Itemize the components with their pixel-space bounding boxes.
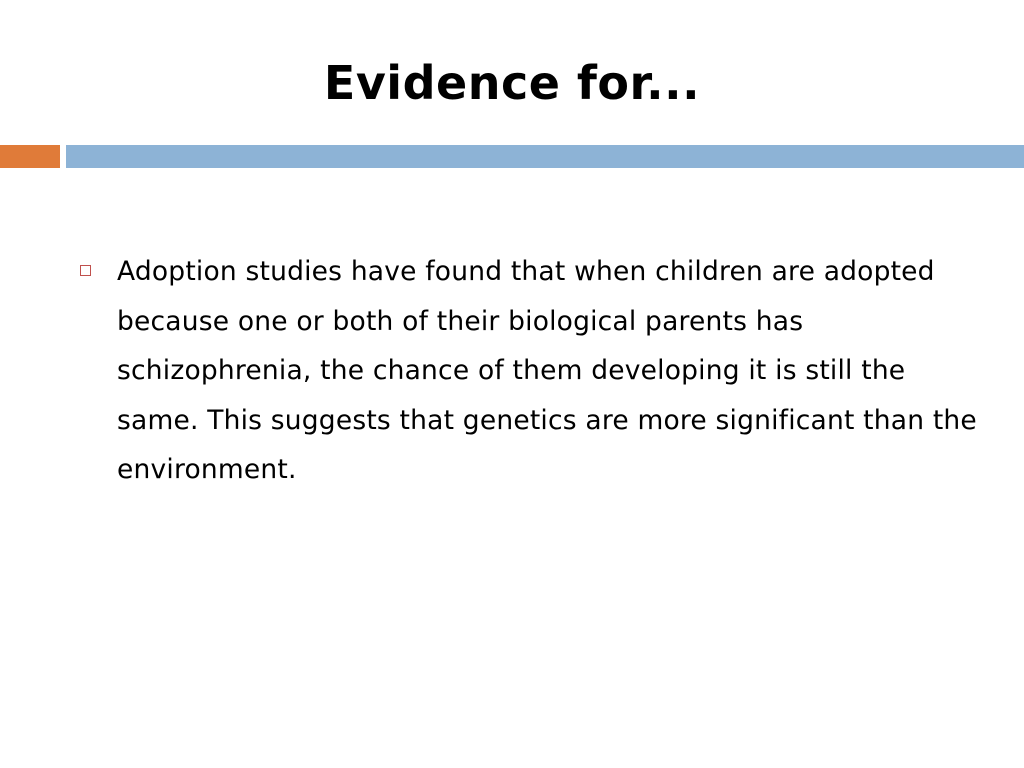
slide-title: Evidence for... (323, 56, 701, 110)
bullet-item (80, 247, 980, 495)
title-accent-bar (0, 145, 60, 168)
bullet-list (80, 247, 980, 495)
title-divider-bar (66, 145, 1024, 168)
hollow-square-bullet-icon (80, 265, 91, 276)
bullet-text: Adoption studies have found that when children are adopted because one or both of their biological parents has schizophrenia, the chance of them developing it is still the same. This suggests that genetics are more significant than the environment. (117, 256, 977, 485)
